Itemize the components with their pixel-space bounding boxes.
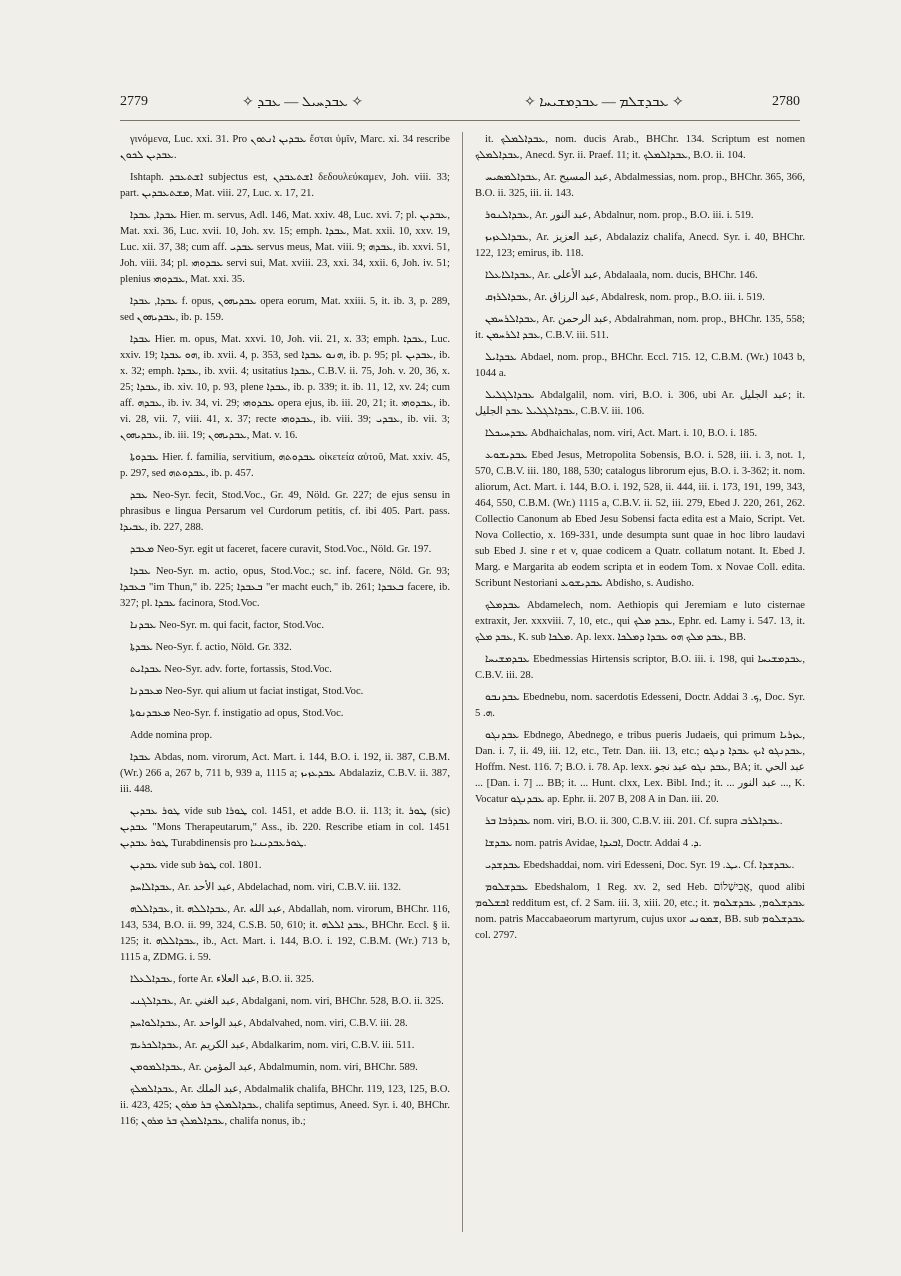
page-number-right: 2780 <box>772 94 800 109</box>
entry: ܥܒܕܐܠܡܣܝܚ, Ar. عبد المسيح, Abdalmessias, nom. prop., BHChr. 365, 366, B.O. ii. 325, iii. ii. 143. <box>475 172 805 199</box>
running-head-right: ✧ ܥܒܕܫܠܡ — ܥܒܕܡܫܝܚܐ ✧ <box>524 95 684 110</box>
entry: ܥܒܕܐܠܟܪܝܡ, Ar. عبد الكريم, Abdalkarim, nom. viri, C.B.V. iii. 511. <box>130 1040 415 1051</box>
entry: Ishtaph. ܐܫܬܥܒܕ subjectus est, ܐܫܬܥܒܕܢ δεδουλεύκαμεν, Joh. viii. 33; part. ܡܫܬܥܒܕܝܢ, Mat. viii. 27, Luc. x. 17, 21. <box>120 172 450 199</box>
entry: ܥܒܕܐܝܬ Neo-Syr. adv. forte, fortassis, Stod.Voc. <box>130 664 332 675</box>
entry: ܡܥܒܕܢܐ Neo-Syr. qui alium ut faciat instigat, Stod.Voc. <box>130 686 364 697</box>
entry: ܥܒܕ Neo-Syr. fecit, Stod.Voc., Gr. 49, Nöld. Gr. 227; de ejus sensu in phrasibus e lingua Persarum vel Curdorum petitis, cf. ibi 405. Part. pass. ܥܒܝܕܐ, ib. 227, 288. <box>120 490 450 533</box>
entry: ܥܒܕܐܠܐܚܕ, Ar. عبد الأحد, Abdelachad, nom. viri, C.B.V. iii. 132. <box>130 882 402 893</box>
entry: ܥܒܕܐܠܥܙܝܙ, Ar. عبد العزيز, Abdalaziz chalifa, Anecd. Syr. i. 40, BHChr. 122, 123; emirus, ib. 118. <box>475 232 805 259</box>
entry: ܥܒܕܘܬܐ Hier. f. familia, servitium, ܥܒܕܘܬܗ οἰκετεία αὐτοῦ, Mat. xxiv. 45, p. 297, sed ܥܒܕܘܬܗ, ib. p. 457. <box>120 452 450 479</box>
entry: ܥܒܕܐ Hier. m. opus, Mat. xxvi. 10, Joh. vii. 21, x. 33; emph. ܥܒܕܐ, Luc. xxiv. 19; ܗܘ ܥܒܕܐ, ib. xvii. 4, p. 353, sed ܗܢܘ ܥܒܕܐ, ib. p. 95; pl. ܥܒܕܝܢ, ib. x. 32; emph. ܥܒܕܐ, ib. xvii. 4; usitatius ܥܒܕܐ, C.B.V. ii. 75, Joh. v. 20, 36, x. 25; ܥܒܕܐ, ib. xiv. 10, p. 93, plene ܥܒܕܐ, ib. p. 339; it. ib. 11, 12, xv. 24; cum aff. ܥܒܕܗ, ib. iv. 34, vi. 29; ܥܒܕܘܗܝ opera ejus, ib. iii. 20, 21; it. ܥܒܕܘܗܝ, ib. vi. 28, vii. 7, viii. 41, x. 37; recte ܥܒܕܘܗܝ, ib. viii. 39; ܥܒܕܝ, ib. vii. 3; ܥܒܕܝܗܘܢ, ib. iii. 19; ܥܒܕܝܗܘܢ, Mat. v. 16. <box>120 334 450 441</box>
entry: ܥܒܕܢܒܘ Ebednebu, nom. sacerdotis Edesseni, Doctr. Addai ܟ. 3, Doc. Syr. ܗ. 5. <box>475 692 805 719</box>
page-header <box>120 94 800 116</box>
entry: ܥܒܕܝܢ vide sub ܛܘܪ col. 1801. <box>130 860 262 871</box>
entry: γινόμενα, Luc. xxi. 31. Pro ܥܒܕܝܢ ܐܢܬܘܢ ἔσται ὑμῖν, Marc. xi. 34 rescribe ܥܒܕܝܢ ܠܟܘܢ. <box>120 134 450 161</box>
entry: ܥܒܕܐ, ܥܒܕܐ f. opus, ܥܒܕܝܗܘܢ opera eorum, Mat. xxiii. 5, it. ib. 3, p. 289, sed ܥܒܕܝܗܘܢ, ib. p. 159. <box>120 296 450 323</box>
entry: ܥܒܕܐܠܪܙܩ, Ar. عبد الرزاق, Abdalresk, nom. prop., B.O. iii. i. 519. <box>485 292 765 303</box>
entry: ܥܒܕܫܠܘܡ Ebedshalom, 1 Reg. xv. 2, sed Heb. אֲבִישָׁלוֹם, quod alibi ܐܒܫܠܘܡ redditum est, cf. 2 Sam. iii. 3, xiii. 20, etc.; it. ܥܒܕܫܠܘܡ, ܥܒܕܫܠܘܡ nom. patris Maccabaeorum martyrum, cujus uxor ܫܡܘܢܝ, BB. sub ܥܒܕܫܠܘܡ col. 2797. <box>475 882 805 941</box>
entry: ܥܒܕܐܠܐܥܠܐ, Ar. عبد الأعلى, Abdalaala, nom. ducis, BHChr. 146. <box>485 270 758 281</box>
entry: Adde nomina prop. <box>130 730 213 741</box>
entry: ܥܒܕܐܠܢܘܪ, Ar. عبد النور, Abdalnur, nom. prop., B.O. iii. i. 519. <box>485 210 754 221</box>
entry: ܥܒܕܐܠܓܢܝ, Ar. عبد الغني, Abdalgani, nom. viri, BHChr. 528, B.O. ii. 325. <box>130 996 444 1007</box>
header-rule <box>120 120 800 121</box>
entry: it. ܥܒܕܐܠܡܠܟ, nom. ducis Arab., BHChr. 134. Scriptum est nomen ܥܒܕܐܠܡܠܟ, Anecd. Syr. ii. Praef. 11; it. ܥܒܕܐܠܡܠܟ, B.O. ii. 104. <box>475 134 805 161</box>
entry: ܥܒܕܐ Neo-Syr. m. actio, opus, Stod.Voc.; sc. inf. facere, Nöld. Gr. 93; ܒܥܒܕܐ "im Thun," ib. 225; ܒܥܒܕܐ "er macht euch," ib. 261; ܒܥܒܕܐ facere, ib. 327; pl. ܥܒܕܐ facinora, Stod.Voc. <box>120 566 450 609</box>
entry: ܥܒܕܫܐ nom. patris Avidae, ܐܒܝܕܐ, Doctr. Addai ܕ. 4. <box>485 838 702 849</box>
entry: ܥܒܕܐܠܥܠܐ, forte Ar. عبد العلاء, B.O. ii. 325. <box>130 974 315 985</box>
entry: ܥܒܕܐ Abdas, nom. virorum, Act. Mart. i. 144, B.O. i. 192, ii. 387, C.B.M. (Wr.) 266 a, 267 b, 711 b, 939 a, 1115 a; ܥܒܕܥܙܝܙ Abdalaziz, C.B.V. ii. 387, iii. 448. <box>120 752 450 795</box>
right-column <box>475 132 805 1262</box>
entry: ܥܒܕܐܠܓܠܝܠ Abdalgalil, nom. viri, B.O. i. 306, ubi Ar. عبد الجليل; it. ܥܒܕܐܠܓܠܝܠ ܥܒܕ الجليل, C.B.V. iii. 106. <box>475 390 805 417</box>
entry: ܥܒܕܫܕܝ Ebedshaddai, nom. viri Edesseni, Doc. Syr. ܝܛ. 19. Cf. ܥܒܕܫܕܐ. <box>485 860 795 871</box>
entry: ܥܒܕܡܫܝܚܐ Ebedmessias Hirtensis scriptor, B.O. iii. i. 198, qui ܥܒܕܡܫܝܚܐ, C.B.V. iii. 28. <box>475 654 805 681</box>
entry: ܥܒܕܐܠܠܗ, it. ܥܒܕܐܠܠܗ, Ar. عبد الله, Abdallah, nom. virorum, BHChr. 116, 143, 534, B.O. ii. 99, 324, C.S.B. 50, 610; it. ܥܒܕ ܐܠܠܗ, BHChr. Eccl. § ii. 125; it. ܥܒܕܐܠܠܗ, ib., Act. Mart. i. 144, B.O. i. 192, C.B.M. (Wr.) 713 b, 1115 a, ZDMG. i. 59. <box>120 904 450 963</box>
entry: ܛܘܪ ܥܒܕܝܢ vide sub ܛܘܪܐ col. 1451, et adde B.O. ii. 113; it. ܛܘܪ (sic) ܥܒܕܝܢ "Mons Therapeutarum," Ass., ib. 220. Rescribe etiam in col. 1451 ܛܘܪ ܥܒܕܝܢ Turabdinensis pro ܛܘܪܥܒܕܝܢܝܐ. <box>120 806 450 849</box>
entry: ܥܒܕܐ, ܥܒܕܐ Hier. m. servus, Adl. 146, Mat. xxiv. 48, Luc. xvi. 7; pl. ܥܒܕܝܢ, Mat. xxi. 36, Luc. xvii. 10, Joh. xv. 15; emph. ܥܒܕܐ, Mat. xxii. 10, xxv. 19, Luc. xii. 37, 38; cum aff. ܥܒܕܝ servus meus, Mat. viii. 9; ܥܒܕܗ, ib. xxvi. 51, Joh. viii. 34; pl. ܥܒܕܘܗܝ servi sui, Mat. xviii. 23, xxi. 34, xxii. 6, Joh. iv. 51; plenius ܥܒܕܘܗܝ, Mat. xxi. 35. <box>120 210 450 285</box>
entry: ܥܒܕܐܠܪܚܡܢ, Ar. عبد الرحمن, Abdalrahman, nom. prop., BHChr. 135, 558; it. ܥܒܕ ܐܠܪܚܡܢ, C.B.V. iii. 511. <box>475 314 805 341</box>
entry: ܡܥܒܕܢܘܬܐ Neo-Syr. f. instigatio ad opus, Stod.Voc. <box>130 708 344 719</box>
entry: ܥܒܕܐܠܡܠܟ, Ar. عبد الملك, Abdalmalik chalifa, BHChr. 119, 123, 125, B.O. ii. 423, 425; ܥܒܕܐܠܡܠܟ ܒܪ ܡܪܘܢ, chalifa septimus, Aneed. Syr. i. 40, BHChr. 116; ܥܒܕܐܠܡܠܟ ܒܪ ܡܪܘܢ, chalifa nonus, ib.; <box>120 1084 450 1127</box>
entry: ܥܒܕܐܠܡܘܡܢ, Ar. عبد المؤمن, Abdalmumin, nom. viri, BHChr. 589. <box>130 1062 418 1073</box>
entry: ܥܒܕܐܝܠ Abdael, nom. prop., BHChr. Eccl. 715. 12, C.B.M. (Wr.) 1043 b, 1044 a. <box>475 352 805 379</box>
running-head-left: ✧ ܥܒܕܚܝܠ — ܥܒܕ ✧ <box>242 95 364 110</box>
entry: ܥܒܕܬܐ Neo-Syr. f. actio, Nöld. Gr. 332. <box>130 642 292 653</box>
entry: ܥܒܕܪܒܐ ܒܪ nom. viri, B.O. ii. 300, C.B.V. iii. 201. Cf. supra ܥܒܕܐܠܪܒ. <box>485 816 783 827</box>
entry: ܥܒܕܢܐ Neo-Syr. m. qui facit, factor, Stod.Voc. <box>130 620 324 631</box>
entry: ܡܥܒܕ Neo-Syr. egit ut faceret, facere curavit, Stod.Voc., Nöld. Gr. 197. <box>130 544 432 555</box>
page-number-left: 2779 <box>120 94 148 109</box>
entry: ܥܒܕܐܠܘܐܚܕ, Ar. عبد الواحد, Abdalvahed, nom. viri, C.B.V. iii. 28. <box>130 1018 408 1029</box>
left-column <box>120 132 450 1262</box>
entry: ܥܒܕܝܫܘܥ Ebed Jesus, Metropolita Sobensis, B.O. i. 528, iii. i. 3, not. 1, 570, C.B.V. iii. 180, 188, 530; catalogus librorum ejus, B.O. i. 3-362; it. nom. aliorum, Act. Mart. i. 144, B.O. i. 192, 528, ii. 444, iii. i. 173, 191, 199, 343, 464, 550, C.B.M. (Wr.) 1115 a, C.B.V. ii. 52, iii. 279, Ebed J. 220, 261, 262. Collectio Canonum ab Ebed Jesu Sobensi facta edita est a Maio, Script. Vet. Nova Collectio, x. 169-331, unde desumpta sunt quae in hoc libro laudavi sub Ebed J. sine r et v, quae codicem a Quatr. collatum notant. It. Ebed J. Marg. e Margarita ab eodem scripta et in eodem Tom. x Novae Coll. edita. Scribunt Nestoriani ܥܒܕܝܫܘܥ Abdisho, s. Audisho. <box>475 450 805 589</box>
entry: ܥܒܕܡܠܟ Abdamelech, nom. Aethiopis qui Jeremiam e luto cisternae extraxit, Jer. xxxviii. 7, 10, etc., qui ܥܒܕ ܡܠܟ, Ephr. ed. Lamy i. 547. 13, it. ܥܒܕ ܡܠܟ, K. sub ܡܠܟܐ. Ap. lexx. ܥܒܕ ܡܠܟ ܗܘ ܥܒܕܐ ܕܡܠܟܐ, BB. <box>475 600 805 643</box>
entry: ܥܒܕܚܝܟܠܐ Abdhaichalas, nom. viri, Act. Mart. i. 10, B.O. i. 185. <box>485 428 758 439</box>
column-divider <box>462 132 463 1232</box>
entry: ܥܒܕܢܓܘ Ebdnego, Abednego, e tribus pueris Judaeis, qui primum ܥܙܪܝܐ, Dan. i. 7, ii. 49, iii. 12, etc., Tetr. Dan. iii. 13, etc.; ܥܒܕܢܓܘ ܐܝܟ ܥܒܕܐ ܕܢܓܘ, Hoffm. Nest. 116. 7; B.O. i. 78. Ap. lexx. ܥܒܕ ܢܓܘ عبد نجو, BA; it. عبد الحي ... [Dan. i. 7] ... BB; it. ... Hunt. clxx, Lex. Bibl. Ind.; it. ... عبد النور ..., K. Vocatur ܥܒܕܢܓܘ ap. Ephr. ii. 207 B, 208 A in Dan. iii. 20. <box>475 730 805 805</box>
